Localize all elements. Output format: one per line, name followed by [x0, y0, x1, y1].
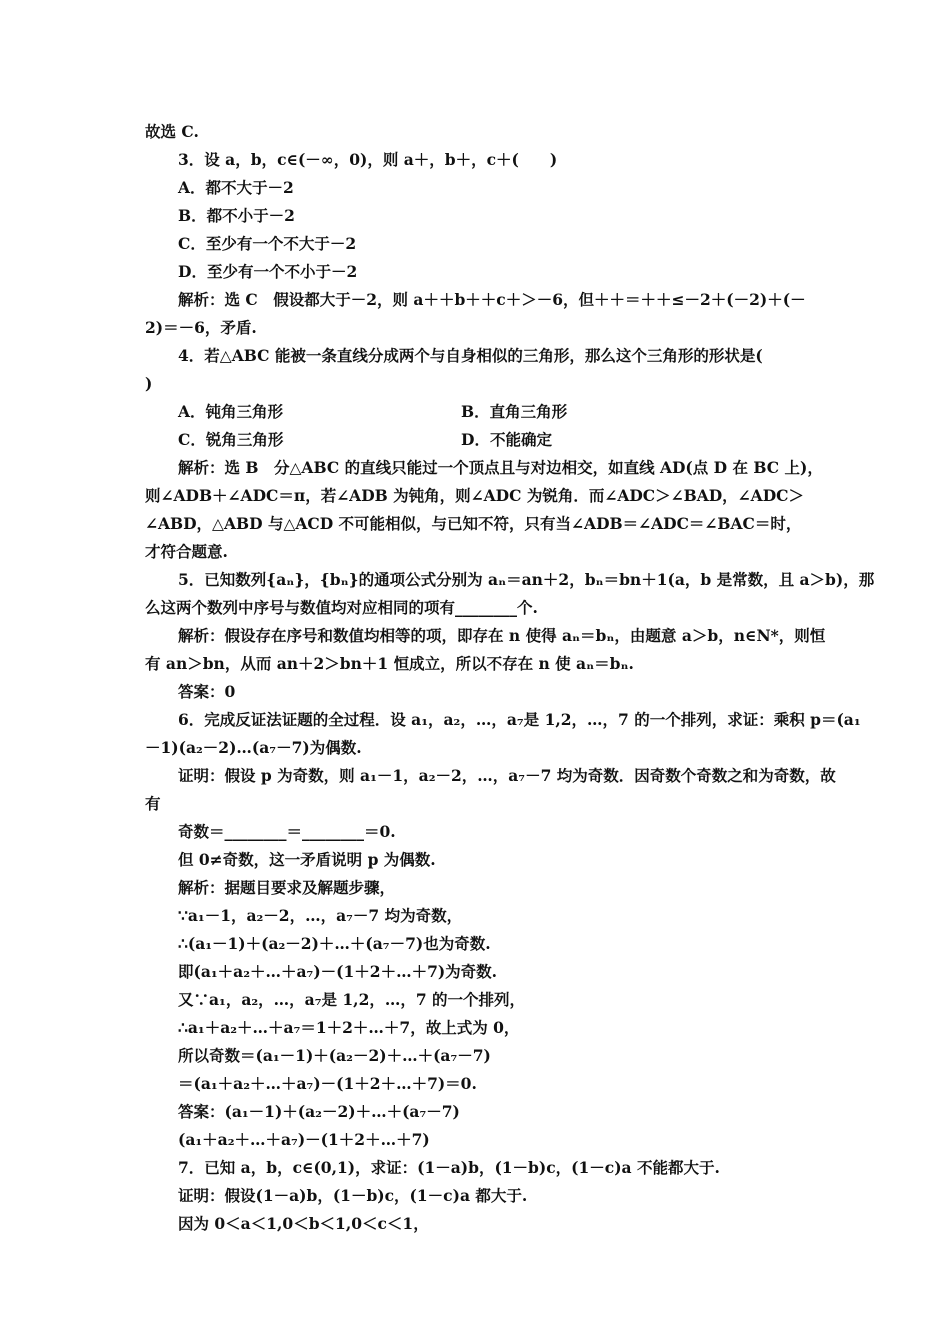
proof-7: 证明：假设(1－a)b，(1－b)c，(1－c)a 都大于. — [178, 1186, 528, 1205]
solution-4-cont: ∠ABD，△ABD 与△ACD 不可能相似，与已知不符，只有当∠ADB＝∠ADC＝∠BAC＝时， — [145, 514, 802, 533]
solution-6-step: 即(a₁＋a₂＋…＋a₇)－(1＋2＋…＋7)为奇数. — [178, 962, 498, 981]
question-7: 7．已知 a，b，c∈(0,1)，求证：(1－a)b，(1－b)c，(1－c)a 不能都大于. — [178, 1158, 720, 1177]
question-4-cont: ) — [145, 374, 153, 393]
solution-3: 解析：选 C 假设都大于－2，则 a＋＋b＋＋c＋＞－6，但＋＋＝＋＋≤－2＋(－2)＋(－ — [178, 290, 806, 309]
proof-7-step: 因为 0＜a＜1,0＜b＜1,0＜c＜1， — [178, 1214, 429, 1233]
solution-3-cont: 2)＝－6，矛盾. — [145, 318, 257, 337]
solution-4-cont: 则∠ADB＋∠ADC＝π，若∠ADB 为钝角，则∠ADC 为锐角．而∠ADC＞∠BAD，∠ADC＞ — [145, 486, 804, 505]
answer-5: 答案：0 — [178, 682, 236, 701]
option-d: D．至少有一个不小于－2 — [178, 262, 358, 281]
solution-4-cont: 才符合题意. — [145, 542, 228, 561]
q4-options-row-2 — [145, 426, 810, 454]
proof-6-conclusion: 但 0≠奇数，这一矛盾说明 p 为偶数. — [178, 850, 436, 869]
question-6-cont: －1)(a₂－2)…(a₇－7)为偶数. — [145, 738, 362, 757]
question-3: 3．设 a，b，c∈(－∞，0)，则 a＋，b＋，c＋( ) — [178, 150, 558, 169]
solution-6-step: ＝(a₁＋a₂＋…＋a₇)－(1＋2＋…＋7)＝0. — [178, 1074, 477, 1093]
proof-6-blank-line: 奇数＝________＝________＝0. — [178, 822, 396, 841]
answer-6: 答案：(a₁－1)＋(a₂－2)＋…＋(a₇－7) — [178, 1102, 460, 1121]
solution-6-step: ∴a₁＋a₂＋…＋a₇＝1＋2＋…＋7，故上式为 0， — [178, 1018, 520, 1037]
question-5: 5．已知数列{aₙ}，{bₙ}的通项公式分别为 aₙ＝an＋2，bₙ＝bn＋1(a，b 是常数，且 a＞b)，那 — [178, 570, 875, 589]
solution-6-step: 所以奇数＝(a₁－1)＋(a₂－2)＋…＋(a₇－7) — [178, 1046, 491, 1065]
solution-6-step: 又∵a₁，a₂，…，a₇是 1,2，…，7 的一个排列， — [178, 990, 526, 1009]
solution-6-step: ∴(a₁－1)＋(a₂－2)＋…＋(a₇－7)也为奇数. — [178, 934, 491, 953]
option-a: A．钝角三角形 — [178, 402, 284, 421]
question-4: 4．若△ABC 能被一条直线分成两个与自身相似的三角形，那么这个三角形的形状是( — [178, 346, 763, 365]
question-6: 6．完成反证法证题的全过程．设 a₁，a₂，…，a₇是 1,2，…，7 的一个排列，求证：乘积 p＝(a₁ — [178, 710, 861, 729]
option-a: A．都不大于－2 — [178, 178, 294, 197]
option-d: D．不能确定 — [461, 430, 552, 449]
solution-4: 解析：选 B 分△ABC 的直线只能过一个顶点且与对边相交，如直线 AD(点 D 在 BC 上)， — [178, 458, 823, 477]
solution-6: 解析：据题目要求及解题步骤， — [178, 878, 396, 897]
question-5-cont: 么这两个数列中序号与数值均对应相同的项有________个. — [145, 598, 538, 617]
proof-6: 证明：假设 p 为奇数，则 a₁－1，a₂－2，…，a₇－7 均为奇数．因奇数个奇数之和为奇数，故 — [178, 766, 836, 785]
option-c: C．锐角三角形 — [178, 430, 284, 449]
q4-options-row-1 — [145, 398, 810, 426]
proof-6-cont: 有 — [145, 794, 161, 813]
solution-5: 解析：假设存在序号和数值均相等的项，即存在 n 使得 aₙ＝bₙ，由题意 a＞b，n∈N*，则恒 — [178, 626, 826, 645]
text-line: 故选 C. — [145, 122, 199, 141]
answer-6-cont: (a₁＋a₂＋…＋a₇)－(1＋2＋…＋7) — [178, 1130, 430, 1149]
option-b: B．直角三角形 — [461, 402, 568, 421]
option-c: C．至少有一个不大于－2 — [178, 234, 357, 253]
option-b: B．都不小于－2 — [178, 206, 295, 225]
solution-5-cont: 有 an＞bn，从而 an＋2＞bn＋1 恒成立，所以不存在 n 使 aₙ＝bₙ. — [145, 654, 634, 673]
solution-6-step: ∵a₁－1，a₂－2，…，a₇－7 均为奇数， — [178, 906, 463, 925]
